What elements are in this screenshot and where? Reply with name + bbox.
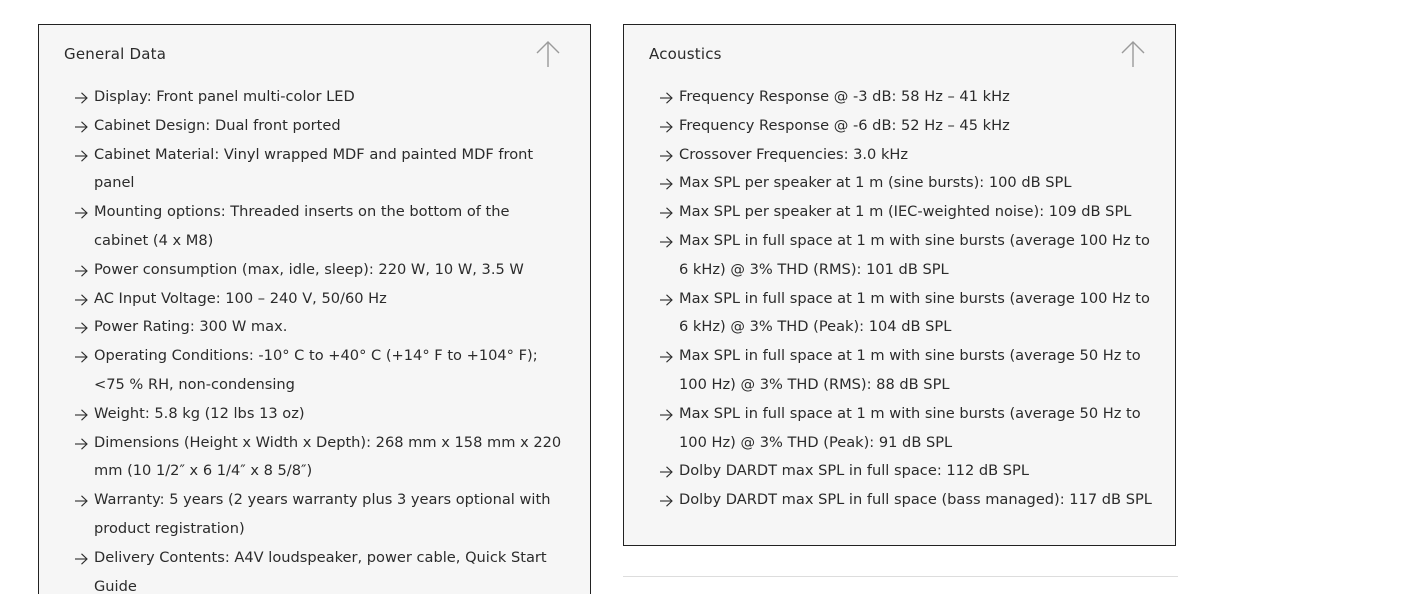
spec-text: Cabinet Material: Vinyl wrapped MDF and painted MDF front panel xyxy=(94,145,534,192)
arrow-right-icon xyxy=(74,553,88,565)
arrow-up-icon xyxy=(1119,39,1147,69)
arrow-right-icon xyxy=(659,294,673,306)
spec-text: Warranty: 5 years (2 years warranty plus 3 years optional with product registration) xyxy=(94,491,551,537)
panel-title: General Data xyxy=(64,45,167,63)
spec-list xyxy=(39,83,590,601)
spec-item xyxy=(74,198,568,256)
spec-item xyxy=(659,169,1153,198)
spec-item xyxy=(659,486,1153,515)
spec-text: Delivery Contents: A4V loudspeaker, power cable, Quick Start Guide xyxy=(94,548,547,595)
spec-item xyxy=(74,486,568,544)
arrow-right-icon xyxy=(74,294,88,306)
spec-text: Max SPL in full space at 1 m with sine bursts (average 100 Hz to 6 kHz) @ 3% THD (Peak): 104 dB SPL xyxy=(679,289,1150,336)
spec-item xyxy=(659,227,1153,285)
spec-item xyxy=(74,83,568,112)
arrow-right-icon xyxy=(659,178,673,190)
collapse-toggle-button[interactable] xyxy=(534,39,562,69)
arrow-right-icon xyxy=(74,438,88,450)
spec-text: Max SPL per speaker at 1 m (IEC-weighted noise): 109 dB SPL xyxy=(679,203,1132,221)
spec-text: Max SPL in full space at 1 m with sine bursts (average 50 Hz to 100 Hz) @ 3% THD (RMS): 88 dB SPL xyxy=(679,347,1141,393)
spec-item xyxy=(659,112,1153,141)
arrow-right-icon xyxy=(659,92,673,104)
arrow-right-icon xyxy=(659,466,673,478)
spec-item xyxy=(74,400,568,429)
spec-text: Dimensions (Height x Width x Depth): 268 mm x 158 mm x 220 mm (10 1/2″ x 6 1/4″ x 8 5/8″) xyxy=(94,433,562,480)
spec-item xyxy=(74,313,568,342)
spec-text: Max SPL per speaker at 1 m (sine bursts): 100 dB SPL xyxy=(679,174,1072,192)
spec-item xyxy=(659,342,1153,400)
arrow-right-icon xyxy=(74,495,88,507)
spec-item xyxy=(74,429,568,487)
arrow-right-icon xyxy=(74,409,88,421)
spec-text: Weight: 5.8 kg (12 lbs 13 oz) xyxy=(94,404,305,422)
spec-text: Display: Front panel multi-color LED xyxy=(94,88,355,105)
spec-item xyxy=(74,256,568,285)
spec-item xyxy=(659,400,1153,458)
spec-text: Crossover Frequencies: 3.0 kHz xyxy=(679,145,909,163)
spec-item xyxy=(74,112,568,141)
spec-list xyxy=(624,83,1175,515)
arrow-up-icon xyxy=(534,39,562,69)
spec-text: Max SPL in full space at 1 m with sine bursts (average 100 Hz to 6 kHz) @ 3% THD (RMS): 101 dB SPL xyxy=(679,231,1150,278)
arrow-right-icon xyxy=(659,495,673,507)
spec-item xyxy=(659,457,1153,486)
spec-item xyxy=(659,141,1153,170)
general-data-panel xyxy=(38,24,591,594)
spec-text: Dolby DARDT max SPL in full space (bass managed): 117 dB SPL xyxy=(679,491,1152,509)
arrow-right-icon xyxy=(659,207,673,219)
spec-item xyxy=(74,141,568,199)
spec-item xyxy=(659,285,1153,343)
arrow-right-icon xyxy=(74,150,88,162)
spec-item xyxy=(74,544,568,601)
arrow-right-icon xyxy=(74,322,88,334)
spec-text: Power consumption (max, idle, sleep): 220 W, 10 W, 3.5 W xyxy=(94,260,524,278)
arrow-right-icon xyxy=(74,121,88,133)
arrow-right-icon xyxy=(659,121,673,133)
arrow-right-icon xyxy=(74,207,88,219)
spec-text: Dolby DARDT max SPL in full space: 112 dB SPL xyxy=(679,462,1029,480)
spec-text: AC Input Voltage: 100 – 240 V, 50/60 Hz xyxy=(94,289,387,307)
spec-text: Frequency Response @ -6 dB: 52 Hz – 45 kHz xyxy=(679,116,1010,134)
arrow-right-icon xyxy=(74,265,88,277)
spec-item xyxy=(659,198,1153,227)
spec-text: Power Rating: 300 W max. xyxy=(94,318,288,336)
arrow-right-icon xyxy=(659,150,673,162)
spec-text: Frequency Response @ -3 dB: 58 Hz – 41 kHz xyxy=(679,88,1010,105)
spec-text: Operating Conditions: -10° C to +40° C (+14° F to +104° F); <75 % RH, non-condensing xyxy=(94,347,538,393)
arrow-right-icon xyxy=(659,236,673,248)
panel-header[interactable] xyxy=(624,25,1175,83)
spec-item xyxy=(659,83,1153,112)
panel-header[interactable] xyxy=(39,25,590,83)
spec-item xyxy=(74,342,568,400)
spec-text: Mounting options: Threaded inserts on the bottom of the cabinet (4 x M8) xyxy=(94,203,510,249)
panel-title: Acoustics xyxy=(649,45,722,63)
acoustics-panel xyxy=(623,24,1176,546)
arrow-right-icon xyxy=(659,351,673,363)
arrow-right-icon xyxy=(659,409,673,421)
spec-text: Max SPL in full space at 1 m with sine bursts (average 50 Hz to 100 Hz) @ 3% THD (Peak): 91 dB SPL xyxy=(679,404,1141,451)
collapse-toggle-button[interactable] xyxy=(1119,39,1147,69)
arrow-right-icon xyxy=(74,92,88,104)
spec-item xyxy=(74,285,568,314)
spec-text: Cabinet Design: Dual front ported xyxy=(94,116,341,134)
arrow-right-icon xyxy=(74,351,88,363)
